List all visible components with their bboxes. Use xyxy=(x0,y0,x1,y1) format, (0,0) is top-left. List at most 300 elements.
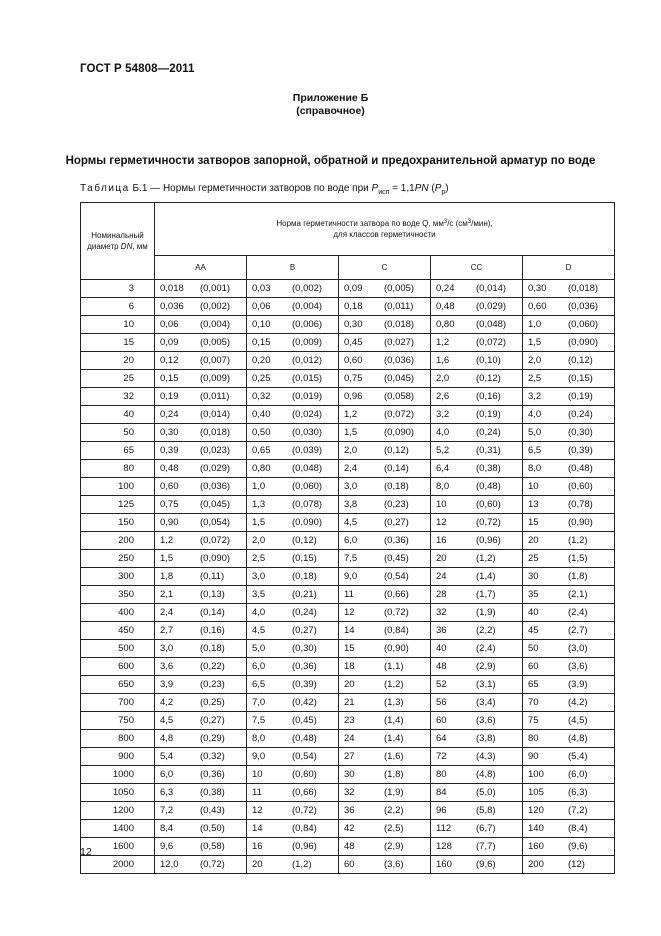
norm-value-mm3s: 112 xyxy=(436,823,452,834)
norm-value-mm3s: 36 xyxy=(344,805,355,816)
norm-cell-c xyxy=(339,568,431,586)
table-row xyxy=(81,658,615,676)
norm-value-cm3min: (0,31) xyxy=(476,445,501,456)
norm-cell-d xyxy=(523,586,615,604)
norm-value-cm3min: (0,84) xyxy=(384,625,409,636)
norm-cell-aa xyxy=(155,820,247,838)
norm-cell-d xyxy=(523,694,615,712)
norm-value-mm3s: 0,80 xyxy=(436,319,455,330)
norm-value-cm3min: (0,014) xyxy=(476,283,507,294)
norm-cell-aa xyxy=(155,640,247,658)
norm-value-cm3min: (0,18) xyxy=(384,481,409,492)
norm-value-mm3s: 56 xyxy=(436,697,447,708)
norm-value-cm3min: (0,36) xyxy=(292,661,317,672)
norm-value-mm3s: 0,24 xyxy=(436,283,455,294)
norm-value-cm3min: (2,2) xyxy=(384,805,404,816)
norm-cell-b xyxy=(247,586,339,604)
norm-value-mm3s: 1,3 xyxy=(252,499,266,510)
norm-value-cm3min: (2,4) xyxy=(476,643,496,654)
norm-cell-aa xyxy=(155,838,247,856)
norm-value-cm3min: (0,36) xyxy=(200,769,225,780)
norm-value-cm3min: (0,011) xyxy=(200,391,230,402)
norm-value-cm3min: (0,30) xyxy=(568,427,593,438)
norm-value-mm3s: 2,5 xyxy=(252,553,266,564)
norm-value-mm3s: 4,8 xyxy=(160,733,174,744)
norm-value-mm3s: 6,3 xyxy=(160,787,174,798)
norm-value-mm3s: 50 xyxy=(528,643,539,654)
nominal-diameter-cell: 150 xyxy=(81,514,155,532)
norm-value-mm3s: 75 xyxy=(528,715,539,726)
norm-cell-c xyxy=(339,784,431,802)
norm-value-cm3min: (0,002) xyxy=(200,301,231,312)
norm-value-mm3s: 48 xyxy=(344,841,355,852)
norm-cell-c xyxy=(339,658,431,676)
norm-value-mm3s: 80 xyxy=(436,769,447,780)
norm-value-cm3min: (0,39) xyxy=(568,445,593,456)
norm-value-mm3s: 1,5 xyxy=(528,337,542,348)
norm-value-cm3min: (0,023) xyxy=(200,445,231,456)
norm-value-mm3s: 6,4 xyxy=(436,463,450,474)
norm-value-mm3s: 1,5 xyxy=(344,427,358,438)
norm-value-cm3min: (0,23) xyxy=(384,499,409,510)
norm-value-cm3min: (0,16) xyxy=(476,391,501,402)
norm-value-mm3s: 40 xyxy=(436,643,447,654)
norm-value-cm3min: (0,72) xyxy=(292,805,317,816)
norm-value-cm3min: (0,16) xyxy=(200,625,225,636)
norm-value-cm3min: (0,009) xyxy=(200,373,231,384)
norm-cell-b xyxy=(247,802,339,820)
norm-cell-cc xyxy=(431,784,523,802)
norm-cell-aa xyxy=(155,550,247,568)
table-row xyxy=(81,730,615,748)
norm-cell-c xyxy=(339,748,431,766)
norm-value-mm3s: 2,0 xyxy=(436,373,450,384)
norm-value-cm3min: (0,45) xyxy=(384,553,409,564)
norm-cell-cc xyxy=(431,514,523,532)
norm-value-cm3min: (0,090) xyxy=(200,553,231,564)
norm-value-mm3s: 1,0 xyxy=(252,481,266,492)
norm-cell-d xyxy=(523,856,615,874)
norm-value-mm3s: 84 xyxy=(436,787,447,798)
norm-value-mm3s: 2,0 xyxy=(344,445,358,456)
norm-value-mm3s: 7,5 xyxy=(344,553,358,564)
table-row xyxy=(81,352,615,370)
norm-value-cm3min: (0,48) xyxy=(568,463,593,474)
norm-cell-aa xyxy=(155,586,247,604)
norm-value-cm3min: (0,014) xyxy=(200,409,231,420)
norm-cell-aa xyxy=(155,370,247,388)
norm-value-mm3s: 14 xyxy=(344,625,355,636)
nominal-diameter-cell: 800 xyxy=(81,730,155,748)
norm-value-cm3min: (0,011) xyxy=(384,301,414,312)
norm-value-mm3s: 6,5 xyxy=(252,679,266,690)
nominal-diameter-cell: 700 xyxy=(81,694,155,712)
norm-value-mm3s: 1,5 xyxy=(252,517,266,528)
norm-value-cm3min: (0,072) xyxy=(200,535,231,546)
caption-text-mid: = 1,1 xyxy=(389,183,415,194)
norm-value-mm3s: 0,15 xyxy=(252,337,271,348)
norm-value-mm3s: 11 xyxy=(344,589,354,600)
norm-value-mm3s: 5,0 xyxy=(252,643,266,654)
norm-cell-aa xyxy=(155,298,247,316)
norm-cell-b xyxy=(247,316,339,334)
norm-cell-d xyxy=(523,532,615,550)
norm-value-cm3min: (0,15) xyxy=(292,553,317,564)
norm-value-cm3min: (0,50) xyxy=(200,823,225,834)
norm-cell-c xyxy=(339,766,431,784)
norm-value-mm3s: 8,0 xyxy=(528,463,542,474)
norm-value-mm3s: 160 xyxy=(436,859,452,870)
norm-value-cm3min: (4,3) xyxy=(476,751,496,762)
norm-value-cm3min: (0,14) xyxy=(200,607,225,618)
norm-value-mm3s: 8,0 xyxy=(252,733,266,744)
norm-value-mm3s: 0,39 xyxy=(160,445,179,456)
caption-paren-open: ( xyxy=(428,183,435,194)
norm-cell-aa xyxy=(155,766,247,784)
norm-value-mm3s: 15 xyxy=(344,643,355,654)
appendix-title: Приложение Б xyxy=(292,92,369,104)
norm-cell-b xyxy=(247,280,339,298)
norm-value-mm3s: 10 xyxy=(252,769,263,780)
norm-cell-c xyxy=(339,478,431,496)
norm-value-mm3s: 72 xyxy=(436,751,447,762)
norm-value-cm3min: (2,4) xyxy=(568,607,588,618)
norm-value-mm3s: 0,018 xyxy=(160,283,184,294)
norm-cell-c xyxy=(339,604,431,622)
table-row xyxy=(81,766,615,784)
norm-value-mm3s: 18 xyxy=(344,661,355,672)
norm-value-cm3min: (0,27) xyxy=(292,625,317,636)
norm-cell-d xyxy=(523,748,615,766)
norm-value-mm3s: 0,24 xyxy=(160,409,179,420)
norm-value-cm3min: (0,27) xyxy=(200,715,225,726)
norm-value-cm3min: (9,6) xyxy=(476,859,496,870)
norm-cell-cc xyxy=(431,550,523,568)
norm-value-cm3min: (0,048) xyxy=(476,319,507,330)
norm-value-cm3min: (0,007) xyxy=(200,355,231,366)
nominal-diameter-cell: 1200 xyxy=(81,802,155,820)
class-header-aa: AA xyxy=(155,256,247,280)
norm-cell-c xyxy=(339,730,431,748)
nominal-diameter-cell: 350 xyxy=(81,586,155,604)
table-row xyxy=(81,748,615,766)
nominal-diameter-cell: 200 xyxy=(81,532,155,550)
norm-value-mm3s: 45 xyxy=(528,625,539,636)
norm-value-cm3min: (2,1) xyxy=(568,589,588,600)
norm-value-cm3min: (0,090) xyxy=(568,337,599,348)
norm-value-mm3s: 60 xyxy=(344,859,355,870)
document-header: ГОСТ Р 54808—2011 xyxy=(80,63,195,75)
norm-value-cm3min: (1,2) xyxy=(568,535,588,546)
norm-value-mm3s: 1,6 xyxy=(436,355,450,366)
norm-value-mm3s: 65 xyxy=(528,679,539,690)
norm-cell-b xyxy=(247,820,339,838)
norm-value-mm3s: 3,8 xyxy=(344,499,358,510)
norm-value-cm3min: (0,12) xyxy=(384,445,409,456)
norm-value-mm3s: 7,2 xyxy=(160,805,174,816)
norm-cell-cc xyxy=(431,478,523,496)
norm-cell-cc xyxy=(431,568,523,586)
norm-value-mm3s: 27 xyxy=(344,751,355,762)
norm-cell-c xyxy=(339,496,431,514)
norm-value-cm3min: (0,048) xyxy=(292,463,323,474)
nominal-diameter-cell: 500 xyxy=(81,640,155,658)
norm-value-cm3min: (3,1) xyxy=(476,679,496,690)
norm-value-mm3s: 21 xyxy=(344,697,355,708)
norm-value-cm3min: (0,19) xyxy=(476,409,501,420)
norm-value-cm3min: (0,12) xyxy=(568,355,593,366)
norm-value-mm3s: 0,50 xyxy=(252,427,271,438)
norm-value-mm3s: 42 xyxy=(344,823,355,834)
norm-value-mm3s: 12 xyxy=(252,805,263,816)
norm-value-mm3s: 3,5 xyxy=(252,589,266,600)
norm-cell-b xyxy=(247,856,339,874)
norm-cell-aa xyxy=(155,730,247,748)
norm-value-cm3min: (0,27) xyxy=(384,517,409,528)
table-row xyxy=(81,424,615,442)
table-row xyxy=(81,820,615,838)
norm-value-mm3s: 120 xyxy=(528,805,544,816)
norm-cell-cc xyxy=(431,658,523,676)
norm-cell-c xyxy=(339,514,431,532)
norm-value-cm3min: (0,027) xyxy=(384,337,415,348)
caption-paren-close: ) xyxy=(445,183,449,194)
nominal-diameter-cell: 600 xyxy=(81,658,155,676)
norm-cell-c xyxy=(339,388,431,406)
norm-value-cm3min: (4,2) xyxy=(568,697,588,708)
norm-value-mm3s: 0,48 xyxy=(436,301,455,312)
class-header-d: D xyxy=(523,256,615,280)
norm-value-cm3min: (0,48) xyxy=(292,733,317,744)
norm-value-cm3min: (2,9) xyxy=(476,661,496,672)
norm-value-cm3min: (0,54) xyxy=(292,751,317,762)
norm-value-cm3min: (2,2) xyxy=(476,625,496,636)
norm-value-cm3min: (0,90) xyxy=(568,517,593,528)
norm-value-cm3min: (0,24) xyxy=(476,427,501,438)
norm-value-mm3s: 0,12 xyxy=(160,355,179,366)
norm-value-cm3min: (0,32) xyxy=(200,751,225,762)
norm-cell-c xyxy=(339,712,431,730)
norm-value-mm3s: 0,60 xyxy=(528,301,547,312)
norm-value-cm3min: (0,036) xyxy=(384,355,415,366)
norm-value-mm3s: 0,19 xyxy=(160,391,179,402)
norm-value-cm3min: (6,7) xyxy=(476,823,496,834)
norm-value-mm3s: 8,4 xyxy=(160,823,174,834)
norm-value-mm3s: 0,40 xyxy=(252,409,271,420)
caption-pp-subscript: р xyxy=(441,189,446,196)
norm-value-cm3min: (0,60) xyxy=(568,481,593,492)
norm-value-cm3min: (0,72) xyxy=(200,859,225,870)
norm-cell-d xyxy=(523,406,615,424)
norm-cell-b xyxy=(247,748,339,766)
norm-value-mm3s: 3,2 xyxy=(436,409,450,420)
norm-value-cm3min: (0,13) xyxy=(200,589,225,600)
norm-cell-cc xyxy=(431,496,523,514)
class-header-b: B xyxy=(247,256,339,280)
tightness-norms-table xyxy=(80,202,615,874)
norm-value-mm3s: 0,48 xyxy=(160,463,179,474)
norm-cell-cc xyxy=(431,388,523,406)
norm-value-cm3min: (3,0) xyxy=(568,643,588,654)
norm-value-mm3s: 1,2 xyxy=(436,337,450,348)
table-row xyxy=(81,532,615,550)
norm-value-mm3s: 4,0 xyxy=(252,607,266,618)
norm-cell-cc xyxy=(431,802,523,820)
norm-cell-b xyxy=(247,694,339,712)
norm-value-mm3s: 100 xyxy=(528,769,544,780)
norm-cell-cc xyxy=(431,694,523,712)
norm-value-mm3s: 5,4 xyxy=(160,751,174,762)
norm-cell-d xyxy=(523,658,615,676)
norm-cell-d xyxy=(523,766,615,784)
section-title: Нормы герметичности затворов запорной, обратной и предохранительной арматур по воде xyxy=(65,155,596,167)
table-row xyxy=(81,280,615,298)
norm-cell-b xyxy=(247,640,339,658)
norm-cell-b xyxy=(247,568,339,586)
norm-cell-d xyxy=(523,640,615,658)
norm-cell-c xyxy=(339,550,431,568)
norm-value-mm3s: 2,4 xyxy=(160,607,174,618)
norm-cell-d xyxy=(523,334,615,352)
norm-value-mm3s: 5,2 xyxy=(436,445,450,456)
table-row xyxy=(81,856,615,874)
norm-value-cm3min: (0,018) xyxy=(200,427,231,438)
norm-value-cm3min: (0,001) xyxy=(200,283,231,294)
norm-cell-c xyxy=(339,460,431,478)
norm-value-mm3s: 60 xyxy=(436,715,447,726)
norm-cell-c xyxy=(339,622,431,640)
norm-cell-c xyxy=(339,298,431,316)
norm-cell-aa xyxy=(155,676,247,694)
norm-value-cm3min: (0,12) xyxy=(292,535,317,546)
norm-cell-c xyxy=(339,316,431,334)
norm-value-mm3s: 0,18 xyxy=(344,301,363,312)
norm-value-mm3s: 48 xyxy=(436,661,447,672)
table-row xyxy=(81,640,615,658)
table-row xyxy=(81,622,615,640)
norm-cell-b xyxy=(247,532,339,550)
norm-cell-b xyxy=(247,712,339,730)
norm-value-cm3min: (0,019) xyxy=(292,391,323,402)
norm-value-mm3s: 0,03 xyxy=(252,283,271,294)
norm-cell-b xyxy=(247,406,339,424)
norm-value-cm3min: (0,60) xyxy=(292,769,317,780)
norm-value-cm3min: (0,42) xyxy=(292,697,317,708)
norm-cell-d xyxy=(523,496,615,514)
nominal-diameter-cell: 650 xyxy=(81,676,155,694)
norm-cell-aa xyxy=(155,514,247,532)
norm-value-mm3s: 2,1 xyxy=(160,589,174,600)
nominal-diameter-cell: 3 xyxy=(81,280,155,298)
norm-value-mm3s: 1,8 xyxy=(160,571,174,582)
norm-value-cm3min: (0,090) xyxy=(384,427,415,438)
norm-value-cm3min: (0,004) xyxy=(200,319,231,330)
nominal-diameter-cell: 1050 xyxy=(81,784,155,802)
nominal-diameter-cell: 6 xyxy=(81,298,155,316)
nominal-diameter-cell: 15 xyxy=(81,334,155,352)
table-row xyxy=(81,568,615,586)
table-row xyxy=(81,784,615,802)
norm-value-mm3s: 0,65 xyxy=(252,445,271,456)
table-row xyxy=(81,712,615,730)
nominal-diameter-cell: 1000 xyxy=(81,766,155,784)
norm-value-cm3min: (0,23) xyxy=(200,679,225,690)
norm-value-cm3min: (0,14) xyxy=(384,463,409,474)
norm-value-mm3s: 20 xyxy=(528,535,539,546)
norm-value-cm3min: (3,6) xyxy=(476,715,496,726)
norm-value-mm3s: 20 xyxy=(252,859,263,870)
table-row xyxy=(81,370,615,388)
norm-cell-b xyxy=(247,838,339,856)
norm-value-cm3min: (0,054) xyxy=(200,517,231,528)
norm-cell-cc xyxy=(431,604,523,622)
norm-cell-d xyxy=(523,316,615,334)
norm-value-cm3min: (1,4) xyxy=(384,715,404,726)
norm-value-mm3s: 2,6 xyxy=(436,391,450,402)
nominal-diameter-cell: 32 xyxy=(81,388,155,406)
norm-value-mm3s: 0,20 xyxy=(252,355,271,366)
norm-cell-b xyxy=(247,550,339,568)
norm-cell-c xyxy=(339,838,431,856)
norm-cell-d xyxy=(523,442,615,460)
tightness-norm-header: Норма герметичности затвора по воде Q, $мм^3/с$ $(см^3/мин)$, для классов герметичности xyxy=(155,203,615,256)
table-caption xyxy=(80,183,449,196)
norm-cell-aa xyxy=(155,802,247,820)
norm-cell-cc xyxy=(431,370,523,388)
nominal-diameter-cell: 1400 xyxy=(81,820,155,838)
norm-cell-b xyxy=(247,478,339,496)
table-row xyxy=(81,334,615,352)
norm-value-cm3min: (0,96) xyxy=(476,535,501,546)
norm-value-cm3min: (0,15) xyxy=(568,373,593,384)
norm-cell-d xyxy=(523,712,615,730)
norm-value-mm3s: 9,0 xyxy=(252,751,266,762)
norm-value-cm3min: (4,8) xyxy=(568,733,588,744)
norm-value-cm3min: (1,7) xyxy=(476,589,496,600)
norm-cell-cc xyxy=(431,748,523,766)
norm-value-cm3min: (0,060) xyxy=(568,319,599,330)
norm-cell-aa xyxy=(155,622,247,640)
norm-cell-d xyxy=(523,370,615,388)
norm-value-cm3min: (1,9) xyxy=(476,607,496,618)
table-row xyxy=(81,586,615,604)
norm-value-cm3min: (0,002) xyxy=(292,283,323,294)
norm-value-cm3min: (1,2) xyxy=(384,679,404,690)
norm-cell-aa xyxy=(155,856,247,874)
norm-value-cm3min: (0,78) xyxy=(568,499,593,510)
norm-value-cm3min: (7,7) xyxy=(476,841,496,852)
norm-cell-b xyxy=(247,460,339,478)
norm-cell-aa xyxy=(155,496,247,514)
norm-cell-d xyxy=(523,478,615,496)
norm-cell-b xyxy=(247,496,339,514)
table-body xyxy=(81,280,615,874)
norm-cell-d xyxy=(523,298,615,316)
norm-cell-aa xyxy=(155,424,247,442)
norm-cell-aa xyxy=(155,388,247,406)
norm-cell-aa xyxy=(155,604,247,622)
norm-cell-c xyxy=(339,676,431,694)
norm-value-cm3min: (0,024) xyxy=(292,409,323,420)
norm-value-cm3min: (0,12) xyxy=(476,373,501,384)
norm-value-cm3min: (1,3) xyxy=(384,697,404,708)
nominal-diameter-cell: 25 xyxy=(81,370,155,388)
norm-value-mm3s: 0,09 xyxy=(344,283,363,294)
norm-value-mm3s: 0,75 xyxy=(160,499,179,510)
norm-value-cm3min: (8,4) xyxy=(568,823,588,834)
norm-value-cm3min: (2,7) xyxy=(568,625,588,636)
norm-value-cm3min: (5,8) xyxy=(476,805,496,816)
